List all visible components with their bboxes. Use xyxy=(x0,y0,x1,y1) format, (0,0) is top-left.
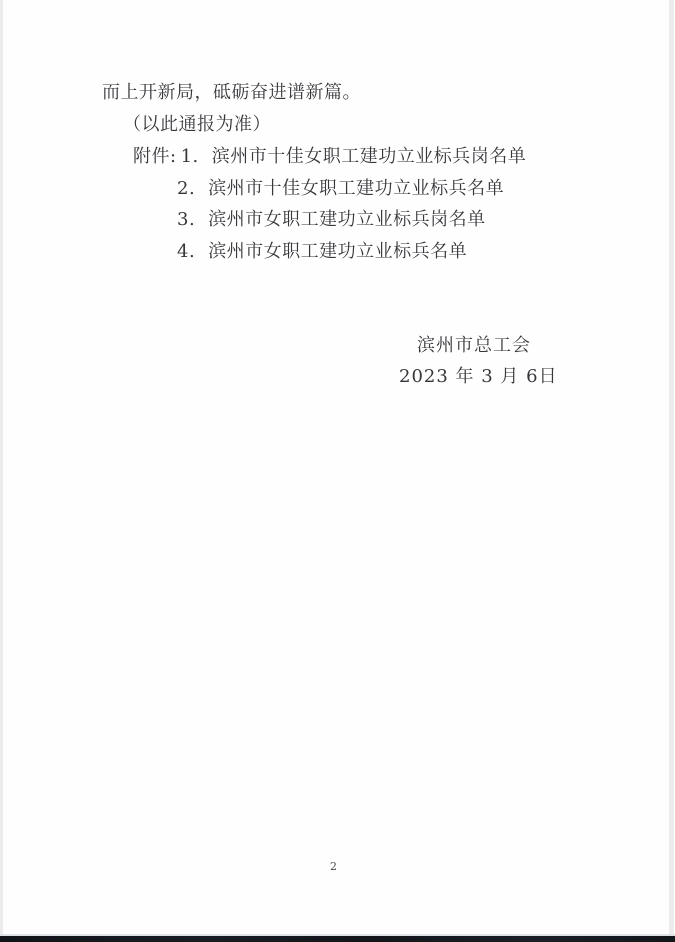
attachment-item-4 xyxy=(177,243,467,261)
attachment-item-3 xyxy=(177,211,486,229)
attachment-number: 4. xyxy=(177,241,196,262)
attachment-title: 滨州市十佳女职工建功立业标兵名单 xyxy=(208,178,505,199)
page-left-edge xyxy=(0,0,3,942)
attachments-label: 附件: xyxy=(133,146,177,167)
scan-bottom-edge-bar xyxy=(0,936,675,942)
attachment-title: 滨州市女职工建功立业标兵名单 xyxy=(208,241,468,262)
attachment-number: 1. xyxy=(180,146,199,167)
page-number: 2 xyxy=(330,860,337,873)
attachment-title: 滨州市女职工建功立业标兵岗名单 xyxy=(208,209,486,230)
page-right-edge xyxy=(669,0,674,942)
issuer-signature: 滨州市总工会 xyxy=(417,335,531,356)
attachment-item-2 xyxy=(177,180,504,198)
note-line: （以此通报为准） xyxy=(123,114,271,135)
attachment-title: 滨州市十佳女职工建功立业标兵岗名单 xyxy=(211,146,527,167)
attachment-number: 2. xyxy=(177,178,196,199)
attachment-item-1 xyxy=(133,148,526,166)
attachment-number: 3. xyxy=(177,209,196,230)
issue-date: 2023 年 3 月 6日 xyxy=(399,366,558,387)
paragraph-closing-line: 而上开新局，砥砺奋进谱新篇。 xyxy=(102,82,361,103)
